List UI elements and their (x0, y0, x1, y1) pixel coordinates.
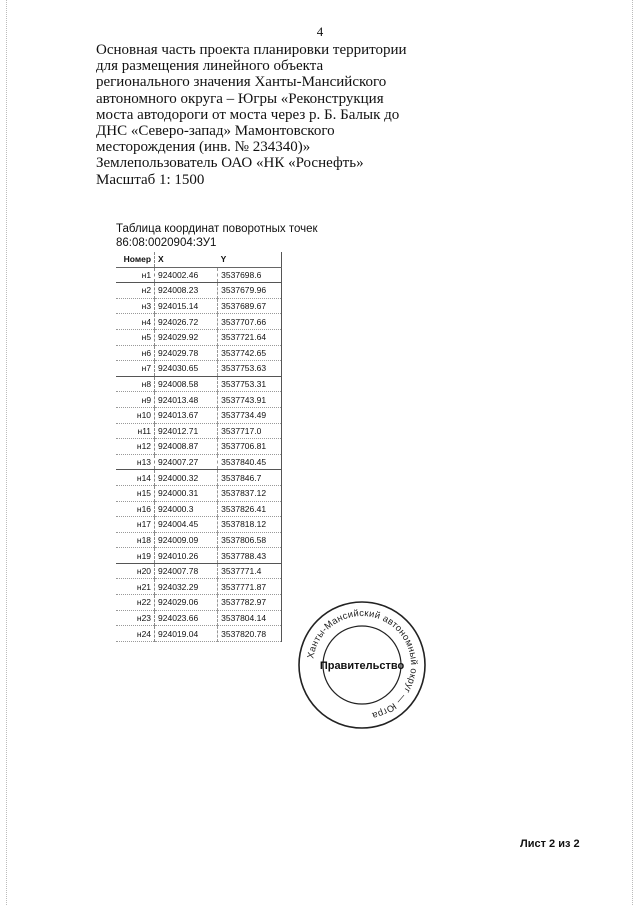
x-coordinate-cell: 924013.67 (155, 407, 218, 423)
table-row (116, 423, 282, 439)
point-number-cell: н14 (116, 470, 155, 486)
table-row (116, 470, 282, 486)
y-coordinate-cell: 3537826.41 (218, 501, 282, 517)
y-coordinate-cell: 3537806.58 (218, 532, 282, 548)
table-row (116, 548, 282, 564)
heading-line: для размещения линейного объекта (96, 58, 324, 75)
table-row (116, 610, 282, 626)
y-coordinate-cell: 3537818.12 (218, 517, 282, 533)
x-coordinate-cell: 924008.58 (155, 376, 218, 392)
y-coordinate-cell: 3537734.49 (218, 407, 282, 423)
y-coordinate-cell: 3537698.6 (218, 267, 282, 283)
page-number: 4 (316, 24, 324, 39)
caption-line: Таблица координат поворотных точек (116, 223, 318, 235)
x-coordinate-cell: 924019.04 (155, 626, 218, 642)
y-coordinate-cell: 3537840.45 (218, 454, 282, 470)
y-coordinate-cell: 3537679.96 (218, 283, 282, 299)
y-coordinate-cell: 3537707.66 (218, 314, 282, 330)
table-row (116, 626, 282, 642)
x-coordinate-cell: 924007.78 (155, 563, 218, 579)
x-coordinate-cell: 924030.65 (155, 361, 218, 377)
point-number-cell: н4 (116, 314, 155, 330)
x-coordinate-cell: 924007.27 (155, 454, 218, 470)
table-row (116, 283, 282, 299)
y-coordinate-cell: 3537721.64 (218, 329, 282, 345)
table-row (116, 563, 282, 579)
x-coordinate-cell: 924000.31 (155, 485, 218, 501)
table-row (116, 376, 282, 392)
x-coordinate-cell: 924002.46 (155, 267, 218, 283)
x-coordinate-cell: 924000.32 (155, 470, 218, 486)
seal-ring-text: Ханты-Мансийский автономный округ — Югра (304, 606, 421, 722)
point-number-cell: н7 (116, 361, 155, 377)
point-number-cell: н10 (116, 407, 155, 423)
x-coordinate-cell: 924000.3 (155, 501, 218, 517)
y-coordinate-cell: 3537689.67 (218, 298, 282, 314)
point-number-cell: н6 (116, 345, 155, 361)
document-heading (96, 42, 436, 188)
left-margin-mark (6, 0, 8, 905)
x-coordinate-cell: 924008.87 (155, 439, 218, 455)
x-coordinate-cell: 924026.72 (155, 314, 218, 330)
table-row (116, 329, 282, 345)
heading-line: Масштаб 1: 1500 (96, 171, 205, 188)
x-coordinate-cell: 924032.29 (155, 579, 218, 595)
point-number-cell: н5 (116, 329, 155, 345)
table-row (116, 532, 282, 548)
x-coordinate-cell: 924008.23 (155, 283, 218, 299)
heading-line: Основная часть проекта планировки территории (96, 42, 407, 58)
point-number-cell: н1 (116, 267, 155, 283)
point-number-cell: н17 (116, 517, 155, 533)
sheet-label: Лист 2 из 2 (520, 838, 580, 850)
x-coordinate-cell: 924013.48 (155, 392, 218, 408)
heading-line: автономного округа – Югры «Реконструкция (96, 90, 384, 107)
table-row (116, 345, 282, 361)
table-row (116, 579, 282, 595)
table-row (116, 439, 282, 455)
y-coordinate-cell: 3537742.65 (218, 345, 282, 361)
y-coordinate-cell: 3537706.81 (218, 439, 282, 455)
x-coordinate-cell: 924029.92 (155, 329, 218, 345)
x-coordinate-cell: 924009.09 (155, 532, 218, 548)
point-number-cell: н3 (116, 298, 155, 314)
point-number-cell: н2 (116, 283, 155, 299)
header-y: Y (218, 252, 282, 267)
x-coordinate-cell: 924029.78 (155, 345, 218, 361)
point-number-cell: н12 (116, 439, 155, 455)
header-x: X (155, 252, 218, 267)
point-number-cell: н11 (116, 423, 155, 439)
y-coordinate-cell: 3537788.43 (218, 548, 282, 564)
y-coordinate-cell: 3537753.31 (218, 376, 282, 392)
table-row (116, 267, 282, 283)
table-row (116, 501, 282, 517)
heading-line: регионального значения Ханты-Мансийского (96, 74, 387, 91)
point-number-cell: н22 (116, 595, 155, 611)
table-row (116, 517, 282, 533)
header-number: Номер (116, 252, 155, 267)
table-row (116, 454, 282, 470)
point-number-cell: н21 (116, 579, 155, 595)
y-coordinate-cell: 3537743.91 (218, 392, 282, 408)
x-coordinate-cell: 924015.14 (155, 298, 218, 314)
point-number-cell: н19 (116, 548, 155, 564)
y-coordinate-cell: 3537753.63 (218, 361, 282, 377)
seal-center-text: Правительство (319, 660, 405, 672)
table-row (116, 392, 282, 408)
point-number-cell: н18 (116, 532, 155, 548)
x-coordinate-cell: 924023.66 (155, 610, 218, 626)
table-row (116, 361, 282, 377)
heading-line: ДНС «Северо-запад» Мамонтовского (96, 123, 335, 140)
table-row (116, 314, 282, 330)
y-coordinate-cell: 3537820.78 (218, 626, 282, 642)
table-header-row (116, 252, 282, 267)
x-coordinate-cell: 924010.26 (155, 548, 218, 564)
y-coordinate-cell: 3537771.87 (218, 579, 282, 595)
x-coordinate-cell: 924004.45 (155, 517, 218, 533)
caption-line: 86:08:0020904:ЗУ1 (116, 237, 217, 249)
point-number-cell: н20 (116, 563, 155, 579)
point-number-cell: н8 (116, 376, 155, 392)
government-seal (296, 599, 428, 731)
right-margin-mark (632, 0, 634, 905)
y-coordinate-cell: 3537804.14 (218, 610, 282, 626)
y-coordinate-cell: 3537846.7 (218, 470, 282, 486)
coordinates-table (116, 252, 282, 642)
table-caption (116, 222, 356, 250)
table-row (116, 595, 282, 611)
table-row (116, 407, 282, 423)
heading-line: месторождения (инв. № 234340)» (96, 139, 311, 156)
y-coordinate-cell: 3537782.97 (218, 595, 282, 611)
heading-line: Землепользователь ОАО «НК «Роснефть» (96, 155, 364, 172)
table-row (116, 485, 282, 501)
heading-line: моста автодороги от моста через р. Б. Балык до (96, 106, 400, 123)
point-number-cell: н15 (116, 485, 155, 501)
table-row (116, 298, 282, 314)
y-coordinate-cell: 3537837.12 (218, 485, 282, 501)
point-number-cell: н16 (116, 501, 155, 517)
y-coordinate-cell: 3537771.4 (218, 563, 282, 579)
point-number-cell: н13 (116, 454, 155, 470)
x-coordinate-cell: 924029.06 (155, 595, 218, 611)
point-number-cell: н23 (116, 610, 155, 626)
y-coordinate-cell: 3537717.0 (218, 423, 282, 439)
point-number-cell: н9 (116, 392, 155, 408)
point-number-cell: н24 (116, 626, 155, 642)
x-coordinate-cell: 924012.71 (155, 423, 218, 439)
coordinates-table-body (116, 267, 282, 641)
